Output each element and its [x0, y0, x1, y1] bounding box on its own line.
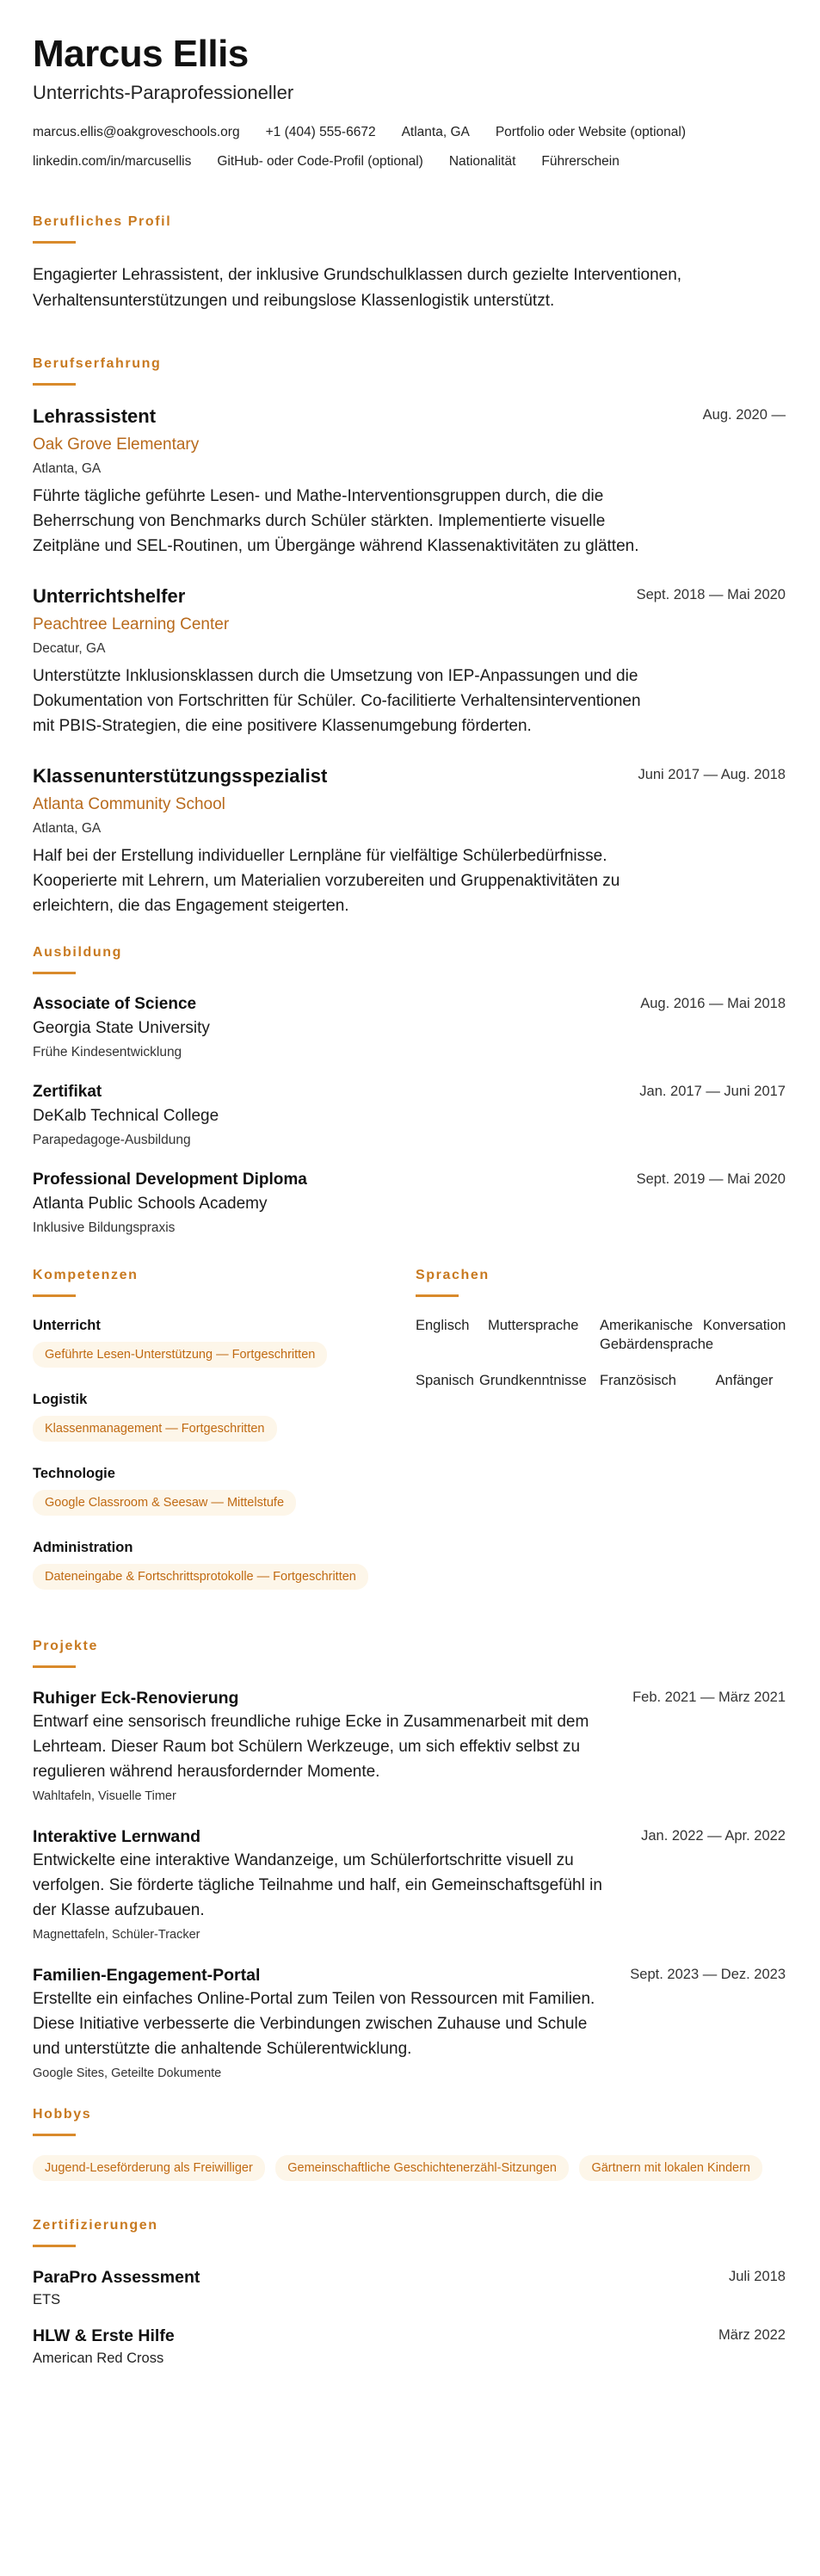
cert-issuer: American Red Cross — [33, 2351, 164, 2366]
education-item — [33, 993, 786, 1062]
language-name: Amerikanische Gebärdensprache — [600, 1318, 714, 1352]
contact-location: Atlanta, GA — [401, 125, 470, 139]
project-date: Jan. 2022 — Apr. 2022 — [641, 1828, 786, 1844]
section-heading: Projekte — [33, 1639, 98, 1653]
project-name: Familien-Engagement-Portal — [33, 1966, 261, 1985]
section-heading: Kompetenzen — [33, 1268, 139, 1282]
section-heading: Hobbys — [33, 2107, 92, 2122]
candidate-name: Marcus Ellis — [33, 33, 249, 75]
section-heading: Berufserfahrung — [33, 356, 162, 371]
section-heading: Berufliches Profil — [33, 214, 172, 229]
cert-issuer: ETS — [33, 2292, 61, 2307]
job-date: Sept. 2018 — Mai 2020 — [636, 587, 786, 602]
contact-linkedin[interactable]: linkedin.com/in/marcusellis — [33, 154, 192, 169]
section-divider — [33, 383, 76, 386]
certification-item — [33, 2325, 786, 2368]
section-heading: Zertifizierungen — [33, 2218, 158, 2233]
project-item — [33, 1825, 786, 1943]
job-company: Atlanta Community School — [33, 795, 225, 813]
contact-list — [33, 122, 790, 172]
language-level: Konversation — [703, 1318, 786, 1333]
language-level: Grundkenntnisse — [479, 1373, 587, 1388]
education-item — [33, 1169, 786, 1238]
project-description: Entwickelte eine interaktive Wandanzeige, um Schülerfortschritte visuell zu verfolgen. Sie förderte tägliche Teilnahme und half, ein Gemeinschaftsgefühl in der Klasse aufzubauen. — [33, 1851, 602, 1919]
section-divider — [33, 1665, 76, 1668]
certifications-section — [33, 2217, 786, 2368]
edu-degree: Zertifikat — [33, 1083, 102, 1101]
skill-pill: Dateneingabe & Fortschrittsprotokolle — Fortgeschritten — [33, 1564, 368, 1590]
profile-section — [33, 213, 786, 314]
skill-category: Unterricht — [33, 1318, 101, 1333]
contact-phone[interactable]: +1 (404) 555-6672 — [265, 125, 376, 139]
contact-nationality: Nationalität — [448, 154, 516, 169]
cert-date: März 2022 — [718, 2327, 786, 2343]
edu-area: Frühe Kindesentwicklung — [33, 1045, 182, 1059]
resume-header — [33, 33, 786, 172]
language-name: Spanisch — [416, 1373, 474, 1388]
project-item — [33, 1964, 786, 2082]
edu-area: Parapedagoge-Ausbildung — [33, 1133, 191, 1147]
edu-date: Jan. 2017 — Juni 2017 — [639, 1084, 786, 1099]
language-row — [416, 1371, 786, 1390]
experience-section — [33, 355, 786, 918]
hobby-pill: Gemeinschaftliche Geschichtenerzähl-Sitzungen — [275, 2155, 569, 2181]
section-divider — [416, 1294, 459, 1297]
project-name: Interaktive Lernwand — [33, 1827, 201, 1846]
language-name: Englisch — [416, 1318, 470, 1333]
job-location: Atlanta, GA — [33, 821, 102, 836]
section-divider — [33, 241, 76, 244]
skill-group — [33, 1390, 416, 1447]
project-keywords: Wahltafeln, Visuelle Timer — [33, 1789, 176, 1803]
contact-github[interactable]: GitHub- oder Code-Profil (optional) — [217, 154, 423, 169]
edu-degree: Associate of Science — [33, 995, 197, 1013]
project-date: Feb. 2021 — März 2021 — [632, 1690, 786, 1705]
job-date: Juni 2017 — Aug. 2018 — [638, 767, 786, 782]
certification-item — [33, 2266, 786, 2309]
skill-pill: Geführte Lesen-Unterstützung — Fortgeschritten — [33, 1342, 327, 1368]
experience-item — [33, 764, 786, 918]
job-role: Klassenunterstützungsspezialist — [33, 765, 328, 787]
project-keywords: Magnettafeln, Schüler-Tracker — [33, 1928, 200, 1942]
cert-date: Juli 2018 — [728, 2269, 786, 2284]
contact-license: Führerschein — [541, 154, 620, 169]
project-description: Erstellte ein einfaches Online-Portal zum Teilen von Ressourcen mit Familien. Diese Initiative verbesserte die Verbindungen zwischen Zuhause und Schule und unterstützte die anhaltende Schülerentwicklung. — [33, 1990, 595, 2058]
edu-date: Sept. 2019 — Mai 2020 — [636, 1171, 786, 1187]
job-company: Peachtree Learning Center — [33, 615, 230, 633]
language-row — [416, 1316, 786, 1354]
languages-column — [416, 1267, 786, 1612]
skill-pill: Google Classroom & Seesaw — Mittelstufe — [33, 1490, 296, 1516]
skill-group — [33, 1316, 416, 1373]
project-item — [33, 1687, 786, 1805]
edu-area: Inklusive Bildungspraxis — [33, 1220, 176, 1235]
edu-school: Georgia State University — [33, 1019, 210, 1037]
job-date: Aug. 2020 — — [702, 407, 786, 423]
project-description: Entwarf eine sensorisch freundliche ruhige Ecke in Zusammenarbeit mit dem Lehrteam. Dieser Raum bot Schülern Werkzeuge, um sich effektiv selbst zu regulieren während herausfordernder Momente. — [33, 1713, 589, 1781]
section-heading: Ausbildung — [33, 945, 122, 960]
job-company: Oak Grove Elementary — [33, 436, 200, 454]
section-divider — [33, 1294, 76, 1297]
contact-email[interactable]: marcus.ellis@oakgroveschools.org — [33, 125, 240, 139]
edu-degree: Professional Development Diploma — [33, 1171, 307, 1189]
education-item — [33, 1081, 786, 1150]
project-name: Ruhiger Eck-Renovierung — [33, 1689, 239, 1708]
language-name: Französisch — [600, 1373, 676, 1388]
hobby-pill: Jugend-Leseförderung als Freiwilliger — [33, 2155, 265, 2181]
skill-group — [33, 1464, 416, 1521]
language-level: Anfänger — [715, 1373, 774, 1388]
job-description: Unterstützte Inklusionsklassen durch die Umsetzung von IEP-Anpassungen und die Dokumentation von Fortschritten für Schüler. Co-facilitierte Verhaltensinterventionen mit PBIS-Strategien, die eine positivere Klassenumgebung förderten. — [33, 667, 641, 735]
skills-languages-section — [33, 1267, 786, 1612]
projects-section — [33, 1638, 786, 2082]
job-role: Unterrichtshelfer — [33, 585, 186, 607]
section-divider — [33, 2134, 76, 2136]
edu-school: DeKalb Technical College — [33, 1107, 219, 1125]
section-divider — [33, 2245, 76, 2247]
experience-item — [33, 405, 786, 559]
language-level: Muttersprache — [488, 1318, 579, 1333]
project-keywords: Google Sites, Geteilte Dokumente — [33, 2066, 222, 2080]
job-location: Decatur, GA — [33, 641, 106, 656]
cert-name: ParaPro Assessment — [33, 2268, 200, 2287]
skill-pill: Klassenmanagement — Fortgeschritten — [33, 1416, 277, 1442]
hobby-list — [33, 2155, 790, 2186]
skill-category: Technologie — [33, 1466, 115, 1481]
job-location: Atlanta, GA — [33, 461, 102, 476]
skill-category: Logistik — [33, 1392, 88, 1407]
candidate-title: Unterrichts-Paraprofessioneller — [33, 82, 294, 103]
project-date: Sept. 2023 — Dez. 2023 — [630, 1967, 786, 1982]
hobby-pill: Gärtnern mit lokalen Kindern — [579, 2155, 762, 2181]
skills-column — [33, 1267, 416, 1612]
edu-school: Atlanta Public Schools Academy — [33, 1195, 268, 1213]
education-section — [33, 944, 786, 1238]
job-description: Führte tägliche geführte Lesen- und Mathe-Interventionsgruppen durch, die die Beherrschung von Benchmarks durch Schüler stärkten. Implementierte visuelle Zeitpläne und SEL-Routinen, um Übergänge während Klassenaktivitäten zu glätten. — [33, 487, 639, 555]
skill-group — [33, 1538, 416, 1595]
hobbies-section — [33, 2106, 786, 2186]
cert-name: HLW & Erste Hilfe — [33, 2326, 175, 2345]
job-description: Half bei der Erstellung individueller Lernpläne für vielfältige Schülerbedürfnisse. Kooperierte mit Lehrern, um Materialien vorzubereiten und Gruppenaktivitäten zu erleichtern, die das Engagement steigerten. — [33, 847, 620, 915]
skill-category: Administration — [33, 1540, 133, 1555]
profile-summary: Engagierter Lehrassistent, der inklusive Grundschulklassen durch gezielte Interventionen, Verhaltensunterstützungen und reibungslose Klassenlogistik unterstützt. — [33, 266, 682, 310]
experience-item — [33, 584, 786, 738]
contact-portfolio[interactable]: Portfolio oder Website (optional) — [495, 125, 686, 139]
section-divider — [33, 972, 76, 974]
job-role: Lehrassistent — [33, 405, 157, 427]
section-heading: Sprachen — [416, 1268, 490, 1282]
edu-date: Aug. 2016 — Mai 2018 — [640, 996, 786, 1011]
